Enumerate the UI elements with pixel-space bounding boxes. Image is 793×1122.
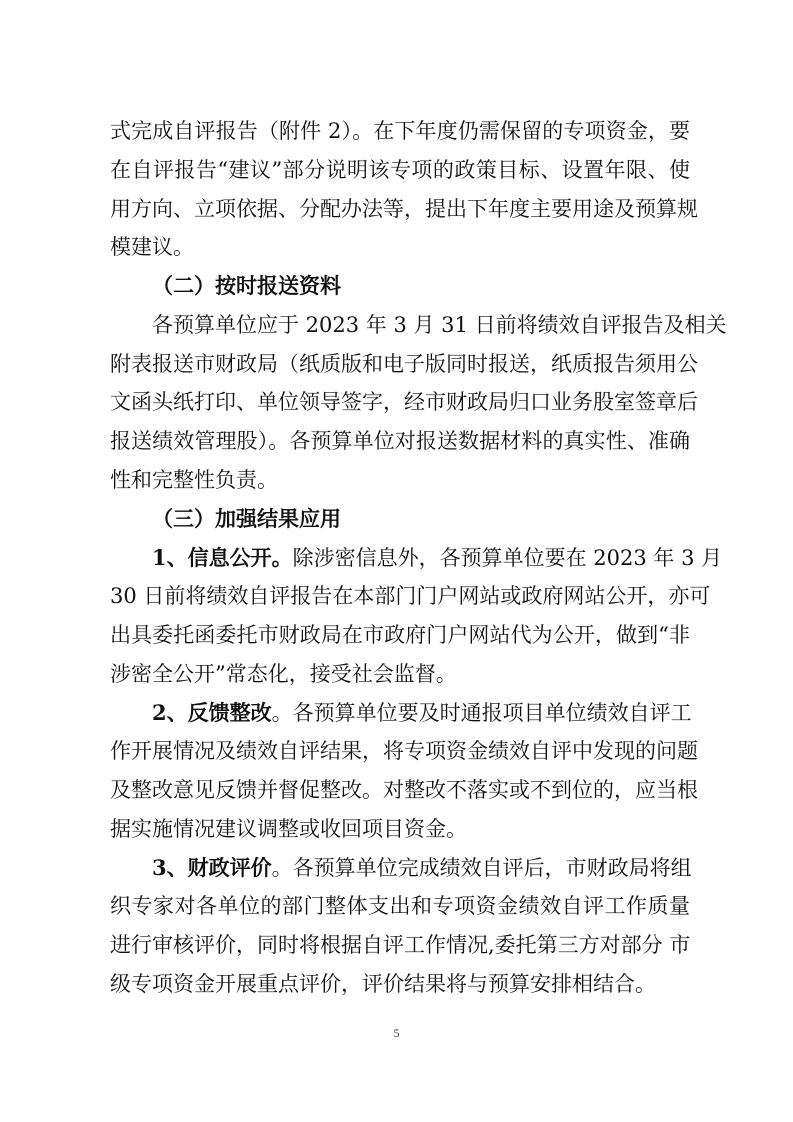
paragraph-line: 式完成自评报告（附件 2）。在下年度仍需保留的专项资金，要 [110,119,690,143]
paragraph-line: 级专项资金开展重点评价，评价结果将与预算安排相结合。 [110,972,656,996]
item-text: 除涉密信息外，各预算单位要在 2023 年 3 月 [292,546,723,570]
paragraph-line: 作开展情况及绩效自评结果，将专项资金绩效自评中发现的问题 [110,739,698,763]
paragraph-line: 据实施情况建议调整或收回项目资金。 [110,817,467,841]
section-heading: （二）按时报送资料 [152,273,341,298]
page-number: 5 [393,1026,400,1040]
paragraph-line: 在自评报告“建议”部分说明该专项的政策目标、设置年限、使 [110,158,690,182]
paragraph-line: 织专家对各单位的部门整体支出和专项资金绩效自评工作质量 [110,894,690,918]
paragraph-line: 各预算单位应于 2023 年 3 月 31 日前将绩效自评报告及相关 [152,313,727,337]
paragraph-line: 进行审核评价，同时将根据自评工作情况,委托第三方对部分 市 [110,933,691,957]
paragraph-line: 性和完整性负责。 [110,468,278,492]
list-item-first-line [152,543,723,573]
item-lead: 3、财政评价 [152,855,272,880]
list-item-first-line [152,698,690,728]
item-text: 。各预算单位完成绩效自评后，市财政局将组 [271,856,692,880]
paragraph-line: 模建议。 [110,235,194,259]
item-lead: 1、信息公开。 [152,545,293,570]
item-lead: 2、反馈整改 [152,700,272,725]
paragraph-line: 涉密全公开”常态化，接受社会监督。 [110,662,457,686]
paragraph-line: 附表报送市财政局（纸质版和电子版同时报送，纸质报告须用公 [110,352,698,376]
paragraph-line: 报送绩效管理股）。各预算单位对报送数据材料的真实性、准确 [110,429,690,453]
paragraph-line: 30 日前将绩效自评报告在本部门门户网站或政府网站公开，亦可 [110,584,711,608]
list-item-first-line [152,853,690,883]
paragraph-line: 用方向、立项依据、分配办法等，提出下年度主要用途及预算规 [110,197,698,221]
paragraph-line: 出具委托函委托市财政局在市政府门户网站代为公开，做到“非 [110,623,690,647]
paragraph-line: 及整改意见反馈并督促整改。对整改不落实或不到位的，应当根 [110,778,698,802]
section-heading: （三）加强结果应用 [152,506,341,531]
item-text: 。各预算单位要及时通报项目单位绩效自评工 [271,701,692,725]
paragraph-line: 文函头纸打印、单位领导签字，经市财政局归口业务股室签章后 [110,390,698,414]
